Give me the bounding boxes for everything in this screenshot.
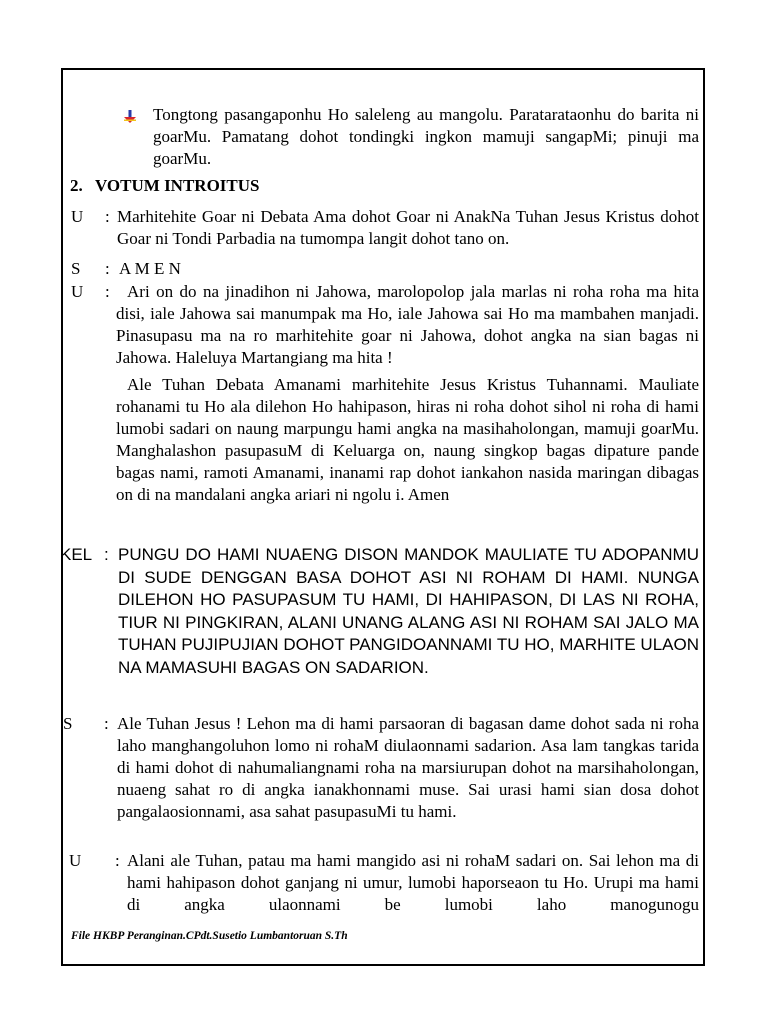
entry-text: Ari on do na jinadihon ni Jahowa, marolopolop jala marlas ni roha roha ma hita disi, iale Jahowa sai manumpak ma Ho, iale Jahowa sai Ho ma mambahen manjadi. Pinasupasu ma na ro marhitehite goar ni Jahowa, dohot angka na sian bagas ni Jahowa. Haleluya Martangiang ma hita !	[116, 282, 699, 367]
speaker-label: U	[71, 207, 84, 226]
entry-text: Alani ale Tuhan, patau ma hami mangido asi ni rohaM sadari on. Sai lehon ma di hami hahipason dohot ganjang ni umur, lumobi haporseaon tu Ho. Urupi ma hami di angka ulaonnami be lumobi laho manogunogu	[127, 851, 699, 914]
entry-text: PUNGU DO HAMI NUAENG DISON MANDOK MAULIATE TU ADOPANMU DI SUDE DENGGAN BASA DOHOT ASI NI ROHAM DI HAMI. NUNGA DILEHON HO PASUPASUM TU HAMI, DI HAHIPASON, DI LAS NI ROHA, TIUR NI PINGKIRAN, ALANI UNANG ALANG ASI NI ROHAM SAI JALO MA TUHAN PUJIPUJIAN DOHOT PANGIDOANNAMI TU HO, MARHITE ULAON NA MAMASUHI BAGAS ON SADARION.	[118, 545, 699, 677]
entry-text: A M E N	[119, 259, 181, 278]
speaker-colon: :	[104, 545, 109, 564]
speaker-label: KEL	[60, 545, 93, 564]
section-title: VOTUM INTROITUS	[95, 176, 260, 195]
speaker-label: U	[69, 851, 82, 870]
speaker-colon: :	[105, 282, 110, 301]
prayer-paragraph: Ale Tuhan Debata Amanami marhitehite Jesus Kristus Tuhannami. Mauliate rohanami tu Ho ala dilehon Ho hahipason, hiras ni roha dohot sihol ni roha di hami lumobi sadari on naung marpungu hami angka na masihaholongan, mamuji goarMu. Manghalashon pasupasuM di Keluarga on, naung singkop bagas dipature pande bagas nami, ramoti Amanami, inanami rap dohot iankahon nasida maringan dibagas on di na mandalani angka ariari ni ngolu i. Amen	[116, 375, 699, 504]
speaker-label: S	[63, 714, 73, 733]
page-frame	[61, 68, 705, 966]
entry-text: Marhitehite Goar ni Debata Ama dohot Goar ni AnakNa Tuhan Jesus Kristus dohot Goar ni Tondi Parbadia na tumompa langit dohot tano on.	[117, 207, 699, 248]
arrow-down-icon	[123, 110, 137, 124]
speaker-colon: :	[104, 714, 109, 733]
entry-text: Ale Tuhan Jesus ! Lehon ma di hami parsaoran di bagasan dame dohot sada ni roha laho manghangoluhon lomo ni rohaM diulaonnami sadarion. Asa lam tangkas tarida di hami dohot di nahumaliangnami roha na marsiurupan dohot na marsihaholongan, nuaeng sahat ro di angka ianakhonnami muse. Sai urasi hami sian dosa dohot pangalaosionnami, asa sahat pasupasuMi tu hami.	[117, 714, 699, 821]
section-number: 2.	[70, 176, 83, 195]
speaker-colon: :	[105, 259, 110, 278]
bullet-paragraph: Tongtong pasangaponhu Ho saleleng au mangolu. Paratarataonhu do barita ni goarMu. Pamatang dohot tondingki ingkon mamuji sangapMi; pinuji ma goarMu.	[153, 105, 699, 168]
footer-note: File HKBP Peranginan.CPdt.Susetio Lumbantoruan S.Th	[71, 930, 348, 942]
speaker-colon: :	[115, 851, 120, 870]
speaker-label: S	[71, 259, 81, 278]
speaker-label: U	[71, 282, 84, 301]
speaker-colon: :	[105, 207, 110, 226]
